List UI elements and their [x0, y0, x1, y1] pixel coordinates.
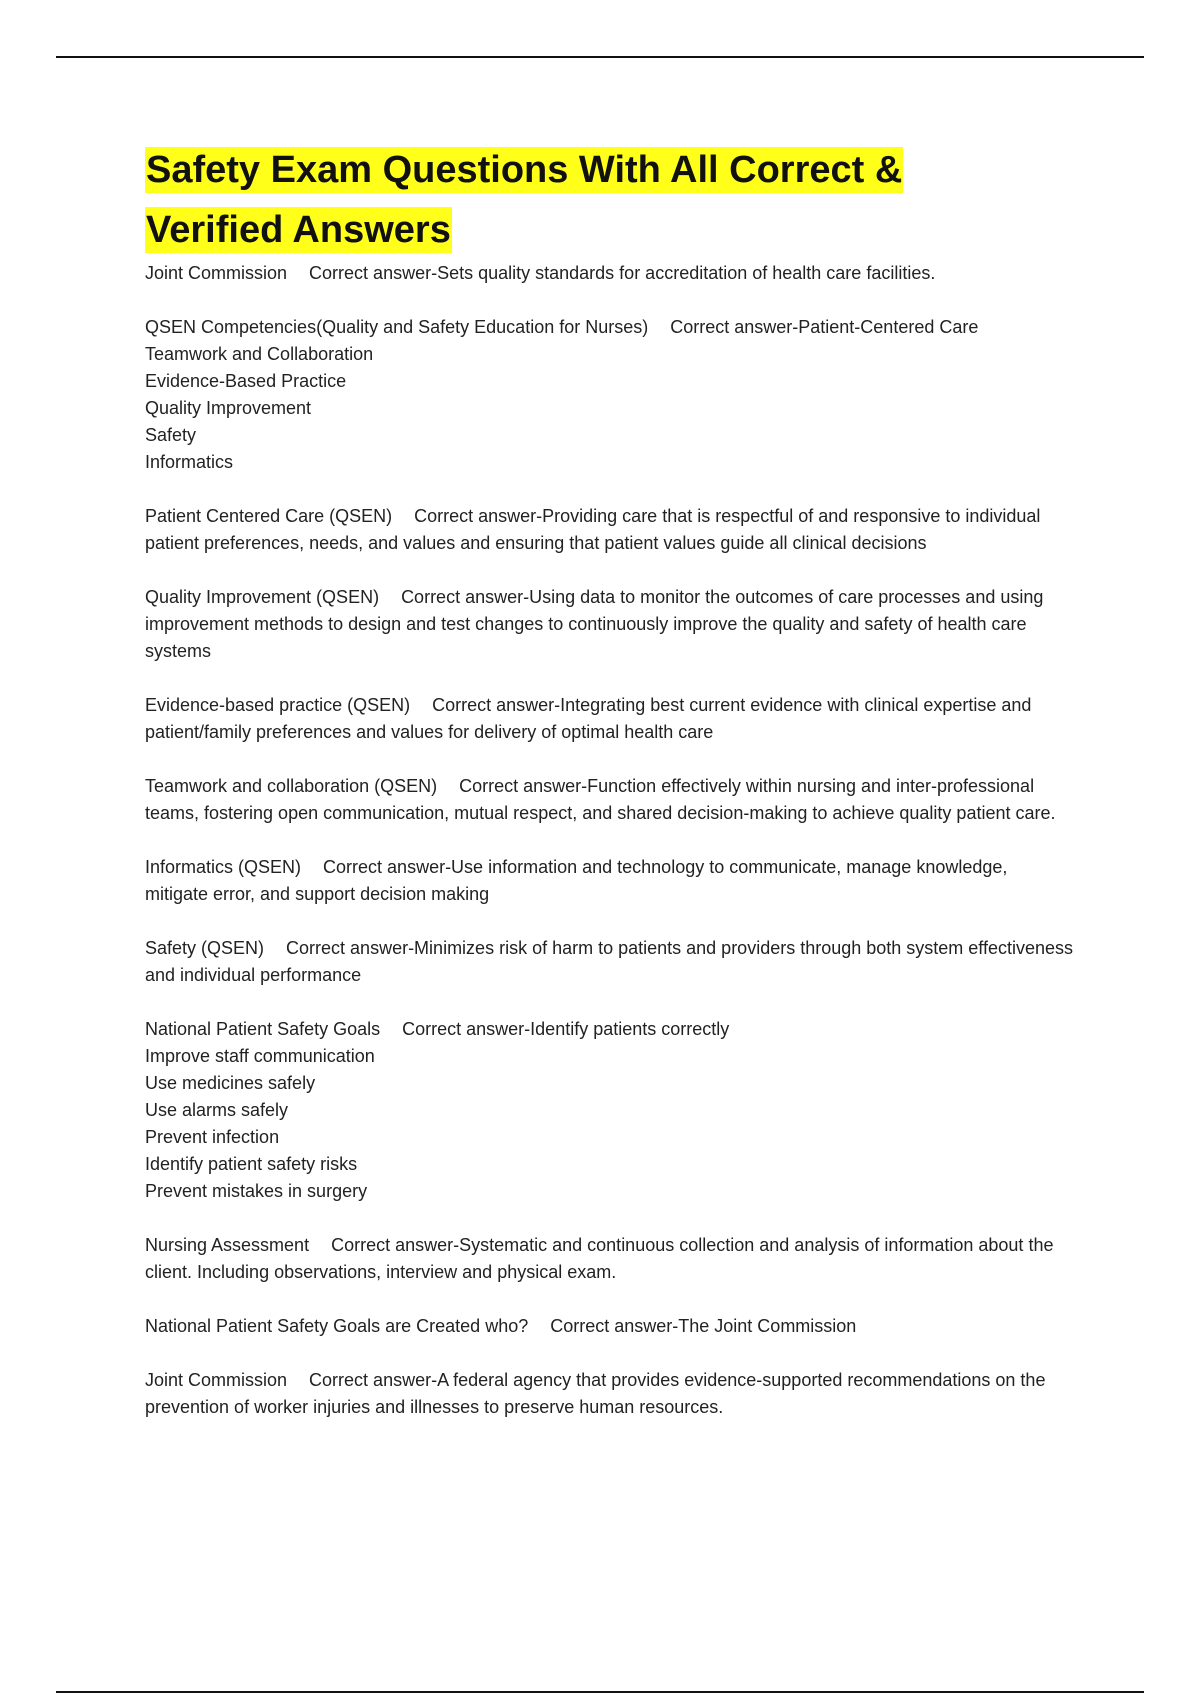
answer-list-line: Teamwork and Collaboration	[145, 344, 374, 364]
qa-entry	[145, 1367, 1075, 1421]
qa-entry	[145, 692, 1075, 746]
answer-list-line: Use medicines safely	[145, 1073, 316, 1093]
qa-entry	[145, 260, 1075, 287]
answer-text: Correct answer-Use information and technology to communicate, manage knowledge, mitigate error, and support decision making	[145, 857, 1008, 904]
question-term: Evidence-based practice (QSEN)	[145, 695, 411, 715]
question-term: Nursing Assessment	[145, 1235, 310, 1255]
answer-list-line: Informatics	[145, 452, 234, 472]
qa-entry	[145, 1313, 1075, 1340]
answer-list-line: Identify patient safety risks	[145, 1154, 358, 1174]
qa-entry	[145, 584, 1075, 665]
qa-entry	[145, 314, 1075, 476]
question-term: National Patient Safety Goals are Created who?	[145, 1316, 529, 1336]
qa-entry	[145, 773, 1075, 827]
qa-entry	[145, 503, 1075, 557]
question-term: QSEN Competencies(Quality and Safety Education for Nurses)	[145, 317, 649, 337]
answer-text: Correct answer-The Joint Commission	[550, 1316, 857, 1336]
question-term: Patient Centered Care (QSEN)	[145, 506, 393, 526]
question-term: Joint Commission	[145, 1370, 288, 1390]
answer-text: Correct answer-Integrating best current evidence with clinical expertise and patient/family preferences and values for delivery of optimal health care	[145, 695, 1032, 742]
document-body	[145, 140, 1075, 1448]
answer-list-line: Quality Improvement	[145, 398, 312, 418]
answer-text: Correct answer-Systematic and continuous collection and analysis of information about the client. Including observations, interview and physical exam.	[145, 1235, 1054, 1282]
answer-text: Correct answer-Using data to monitor the outcomes of care processes and using improvement methods to design and test changes to continuously improve the quality and safety of health care systems	[145, 587, 1044, 661]
answer-text: Correct answer-Sets quality standards for accreditation of health care facilities.	[309, 263, 936, 283]
answer-list-line: Use alarms safely	[145, 1100, 289, 1120]
answer-list-line: Prevent mistakes in surgery	[145, 1181, 368, 1201]
qa-entry	[145, 935, 1075, 989]
answer-text: Correct answer-A federal agency that provides evidence-supported recommendations on the prevention of worker injuries and illnesses to preserve human resources.	[145, 1370, 1046, 1417]
qa-list	[145, 260, 1075, 1421]
answer-text: Correct answer-Minimizes risk of harm to patients and providers through both system effectiveness and individual performance	[145, 938, 1074, 985]
answer-list-line: Improve staff communication	[145, 1046, 375, 1066]
answer-list-line: Safety	[145, 425, 197, 445]
document-title-line-2: Verified Answers	[146, 209, 451, 251]
answer-text: Correct answer-Identify patients correctly	[402, 1019, 730, 1039]
document-title-line-1: Safety Exam Questions With All Correct &	[146, 149, 903, 191]
qa-entry	[145, 854, 1075, 908]
question-term: Quality Improvement (QSEN)	[145, 587, 380, 607]
answer-text: Correct answer-Patient-Centered Care	[670, 317, 979, 337]
qa-entry	[145, 1232, 1075, 1286]
header-rule	[56, 56, 1144, 58]
question-term: Informatics (QSEN)	[145, 857, 302, 877]
qa-entry	[145, 1016, 1075, 1205]
question-term: National Patient Safety Goals	[145, 1019, 381, 1039]
answer-list-line: Evidence-Based Practice	[145, 371, 347, 391]
answer-text: Correct answer-Function effectively within nursing and inter-professional teams, fostering open communication, mutual respect, and shared decision-making to achieve quality patient care.	[145, 776, 1056, 823]
question-term: Safety (QSEN)	[145, 938, 265, 958]
question-term: Joint Commission	[145, 263, 288, 283]
answer-list-line: Prevent infection	[145, 1127, 280, 1147]
document-title	[145, 140, 1075, 260]
footer-rule	[56, 1691, 1144, 1693]
question-term: Teamwork and collaboration (QSEN)	[145, 776, 438, 796]
answer-text: Correct answer-Providing care that is respectful of and responsive to individual patient preferences, needs, and values and ensuring that patient values guide all clinical decisions	[145, 506, 1041, 553]
